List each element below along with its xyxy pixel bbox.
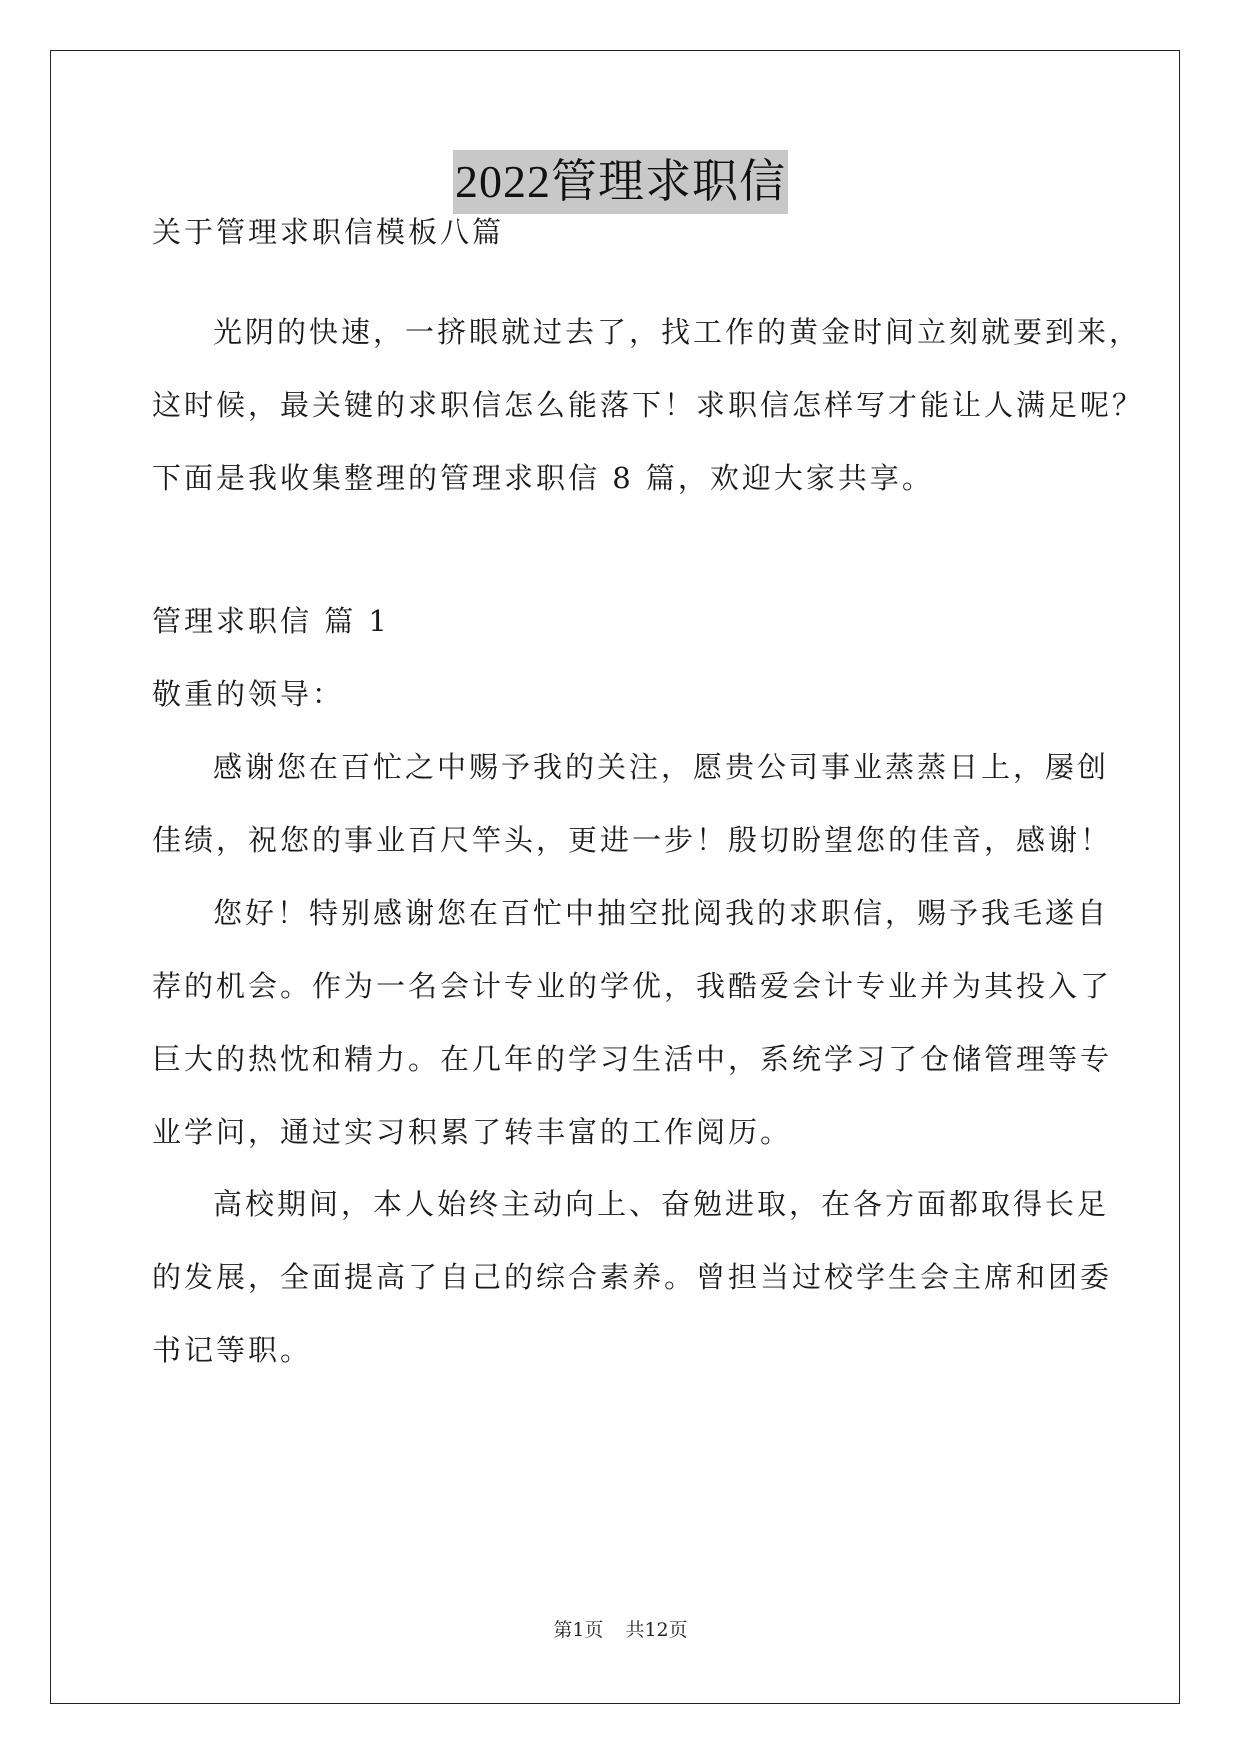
body-line: 高校期间，本人始终主动向上、奋勉进取，在各方面都取得长足 — [213, 1187, 1110, 1221]
body-line: 巨大的热忱和精力。在几年的学习生活中，系统学习了仓储管理等专 — [152, 1042, 1113, 1076]
document-subtitle: 关于管理求职信模板八篇 — [152, 215, 505, 249]
intro-line: 光阴的快速，一挤眼就过去了，找工作的黄金时间立刻就要到来， — [213, 315, 1142, 349]
intro-line: 下面是我收集整理的管理求职信 8 篇，欢迎大家共享。 — [152, 461, 934, 495]
body-line: 佳绩，祝您的事业百尺竿头，更进一步！殷切盼望您的佳音，感谢！ — [152, 823, 1113, 857]
salutation: 敬重的领导： — [152, 677, 345, 711]
page-footer — [0, 1618, 1241, 1642]
title-container — [0, 150, 1241, 214]
body-line: 的发展，全面提高了自己的综合素养。曾担当过校学生会主席和团委 — [152, 1260, 1113, 1294]
page-border — [50, 50, 1180, 1704]
document-title: 2022管理求职信 — [453, 150, 788, 214]
page-number: 第1页 — [553, 1619, 604, 1641]
intro-line: 这时候，最关键的求职信怎么能落下！求职信怎样写才能让人满足呢？ — [152, 388, 1145, 422]
body-line: 书记等职。 — [152, 1333, 313, 1367]
section-heading: 管理求职信 篇 1 — [152, 604, 390, 638]
body-line: 感谢您在百忙之中赐予我的关注，愿贵公司事业蒸蒸日上，屡创 — [213, 750, 1110, 784]
body-line: 您好！特别感谢您在百忙中抽空批阅我的求职信，赐予我毛遂自 — [213, 896, 1110, 930]
page-total: 共12页 — [625, 1619, 688, 1641]
body-line: 业学问，通过实习积累了转丰富的工作阅历。 — [152, 1115, 793, 1149]
body-line: 荐的机会。作为一名会计专业的学优，我酷爱会计专业并为其投入了 — [152, 969, 1113, 1003]
